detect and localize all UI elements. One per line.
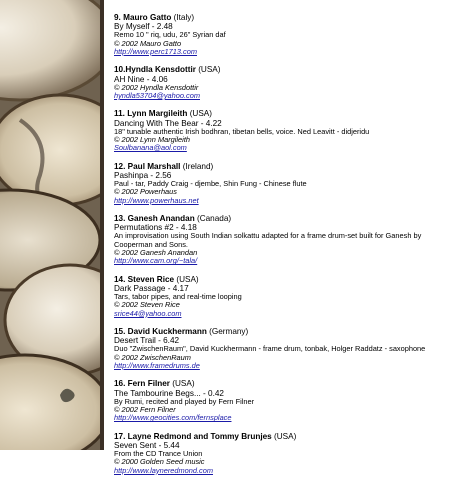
track-origin: (Canada) xyxy=(196,213,232,223)
track-heading xyxy=(114,379,448,388)
track-title: Desert Trail - 6.42 xyxy=(114,336,180,346)
track-number: 12. xyxy=(114,161,126,171)
track-details: Remo 10 " riq, udu, 26" Syrian daf xyxy=(114,30,226,40)
track-copyright: © 2002 Mauro Gatto xyxy=(114,38,182,48)
track-number-artist xyxy=(114,432,272,441)
track-number-artist xyxy=(114,327,207,336)
track-artist: Mauro Gatto xyxy=(123,13,172,22)
track-origin: (Italy) xyxy=(173,13,195,22)
track-list xyxy=(114,13,448,484)
track-title: Dark Passage - 4.17 xyxy=(114,283,189,293)
track-entry xyxy=(114,65,448,100)
track-entry xyxy=(114,162,448,205)
track-origin: (USA) xyxy=(176,274,199,284)
track-number-artist xyxy=(114,13,171,22)
track-title: AH Nine - 4.06 xyxy=(114,74,168,84)
track-title: The Tambourine Begs... - 0.42 xyxy=(114,388,224,398)
track-artist: Steven Rice xyxy=(127,274,175,284)
track-website-link[interactable]: http://www.cam.org/~tala/ xyxy=(114,256,198,266)
track-heading xyxy=(114,109,448,118)
track-artist: Ganesh Anandan xyxy=(127,213,195,223)
frame-drums-image xyxy=(0,0,104,450)
track-number: 10. xyxy=(114,65,126,75)
track-copyright: © 2000 Golden Seed music xyxy=(114,457,205,467)
track-copyright: © 2002 Ganesh Anandan xyxy=(114,248,198,258)
track-number: 15. xyxy=(114,327,126,336)
track-number-artist xyxy=(114,214,195,223)
track-origin: (Ireland) xyxy=(182,161,214,171)
track-details: 18" tunable authentic Irish bodhran, tibetan bells, voice. Ned Leavitt - didjeridu xyxy=(114,126,370,136)
track-heading xyxy=(114,13,448,22)
track-details: Duo "ZwischenRaum", David Kuckhermann - frame drum, tonbak, Holger Raddatz - saxophone xyxy=(114,344,426,354)
track-artist: David Kuckhermann xyxy=(127,327,207,336)
track-artist: Layne Redmond and Tommy Brunjes xyxy=(127,431,272,441)
track-copyright: © 2002 Hyndla Kensdottir xyxy=(114,82,199,92)
track-number: 17. xyxy=(114,431,126,441)
track-website-link[interactable]: http://www.framedrums.de xyxy=(114,361,200,370)
track-artist: Paul Marshall xyxy=(127,161,181,171)
track-entry xyxy=(114,13,448,56)
track-website-link[interactable]: http://www.geocities.com/fernsplace xyxy=(114,413,232,423)
track-number: 14. xyxy=(114,274,126,284)
drum-photo-strip xyxy=(0,0,104,450)
track-heading xyxy=(114,162,448,171)
track-number: 16. xyxy=(114,379,126,389)
track-title: Pashinpa - 2.56 xyxy=(114,170,172,180)
track-email-link[interactable]: srice44@yahoo.com xyxy=(114,308,182,318)
track-website-link[interactable]: http://www.powerhaus.net xyxy=(114,195,199,205)
track-details: By Rumi, recited and played by Fern Filner xyxy=(114,396,255,406)
track-origin: (Germany) xyxy=(209,327,249,336)
track-details: Tars, tabor pipes, and real-time looping xyxy=(114,292,242,302)
track-copyright: © 2002 ZwischenRaum xyxy=(114,352,191,362)
track-number-artist xyxy=(114,65,196,74)
track-heading xyxy=(114,327,448,336)
track-artist: Fern Filner xyxy=(127,379,170,389)
track-artist: Hyndla Kensdottir xyxy=(125,65,196,75)
track-details: Paul - tar, Paddy Craig - djembe, Shin Fung - Chinese flute xyxy=(114,179,307,188)
track-heading xyxy=(114,214,448,223)
track-heading xyxy=(114,65,448,74)
track-number: 9. xyxy=(114,13,121,22)
track-number: 11. xyxy=(114,109,125,119)
track-copyright: © 2002 Powerhaus xyxy=(114,187,177,197)
track-copyright: © 2002 Steven Rice xyxy=(114,300,180,310)
track-copyright: © 2002 Fern Filner xyxy=(114,405,176,414)
track-title: By Myself - 2.48 xyxy=(114,22,173,32)
track-number-artist xyxy=(114,162,180,171)
track-title: Seven Sent - 5.44 xyxy=(114,440,180,450)
track-number-artist xyxy=(114,275,174,284)
track-number-artist xyxy=(114,379,170,388)
track-entry xyxy=(114,214,448,266)
track-entry xyxy=(114,109,448,152)
track-origin: (USA) xyxy=(172,379,195,389)
track-origin: (USA) xyxy=(189,109,212,119)
track-artist: Lynn Margileith xyxy=(127,109,188,119)
track-entry xyxy=(114,275,448,318)
track-title: Permutations #2 - 4.18 xyxy=(114,223,197,233)
track-website-link[interactable]: http://www.layneredmond.com xyxy=(114,465,213,475)
track-number: 13. xyxy=(114,213,126,223)
track-email-link[interactable]: Soulbanana@aol.com xyxy=(114,143,187,153)
track-number-artist xyxy=(114,109,187,118)
track-origin: (USA) xyxy=(198,65,221,75)
track-entry xyxy=(114,379,448,422)
track-copyright: © 2002 Lynn Margileith xyxy=(114,135,190,144)
track-details: An improvisation using South Indian solkattu adapted for a frame drum-set built for Ganesh by Cooperman and Sons. xyxy=(114,231,422,249)
track-email-link[interactable]: hyndla53704@yahoo.com xyxy=(114,91,200,100)
track-title: Dancing With The Bear - 4.22 xyxy=(114,118,222,128)
track-details: From the CD Trance Union xyxy=(114,449,203,458)
track-origin: (USA) xyxy=(274,431,297,441)
track-heading xyxy=(114,275,448,284)
track-website-link[interactable]: http://www.perc1713.com xyxy=(114,47,197,56)
track-heading xyxy=(114,432,448,441)
track-entry xyxy=(114,432,448,475)
track-entry xyxy=(114,327,448,370)
